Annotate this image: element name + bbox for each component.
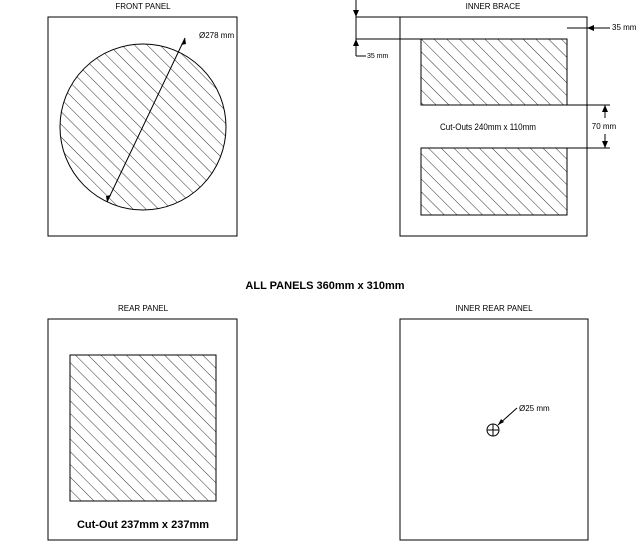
- brace-gap-dim-label: 70 mm: [591, 122, 617, 131]
- inner-rear-panel-title: INNER REAR PANEL: [455, 304, 533, 313]
- inner-brace-cutouts-label: Cut-Outs 240mm x 110mm: [440, 122, 536, 132]
- front-panel-arrow-top: [181, 38, 186, 45]
- front-panel: [48, 2, 237, 236]
- all-panels-label: ALL PANELS 360mm x 310mm: [245, 280, 405, 292]
- rear-panel-title: REAR PANEL: [117, 304, 169, 313]
- inner-brace-cutout-top: [421, 39, 567, 105]
- inner-brace-title: INNER BRACE: [465, 2, 521, 11]
- brace-right-dim-label: 35 mm: [612, 23, 637, 32]
- inner-rear-panel: [400, 304, 588, 540]
- rear-panel-cutout-label: Cut-Out 237mm x 237mm: [76, 519, 210, 531]
- inner-brace-panel: [353, 0, 637, 236]
- front-panel-title: FRONT PANEL: [115, 2, 171, 11]
- brace-left-dim-label: 35 mm: [367, 53, 389, 60]
- inner-rear-hole-label: Ø25 mm: [519, 404, 550, 413]
- rear-panel: [48, 304, 237, 540]
- brace-gap-arrow-bottom: [602, 141, 608, 148]
- brace-gap-arrow-top: [602, 105, 608, 112]
- brace-left-arrow-bottom: [353, 39, 359, 46]
- brace-right-arrow: [587, 25, 594, 31]
- front-panel-diameter-label: Ø278 mm: [199, 31, 235, 40]
- inner-brace-cutout-bottom: [421, 148, 567, 215]
- brace-left-arrow-top: [353, 10, 359, 17]
- rear-panel-square-cutout: [70, 355, 216, 501]
